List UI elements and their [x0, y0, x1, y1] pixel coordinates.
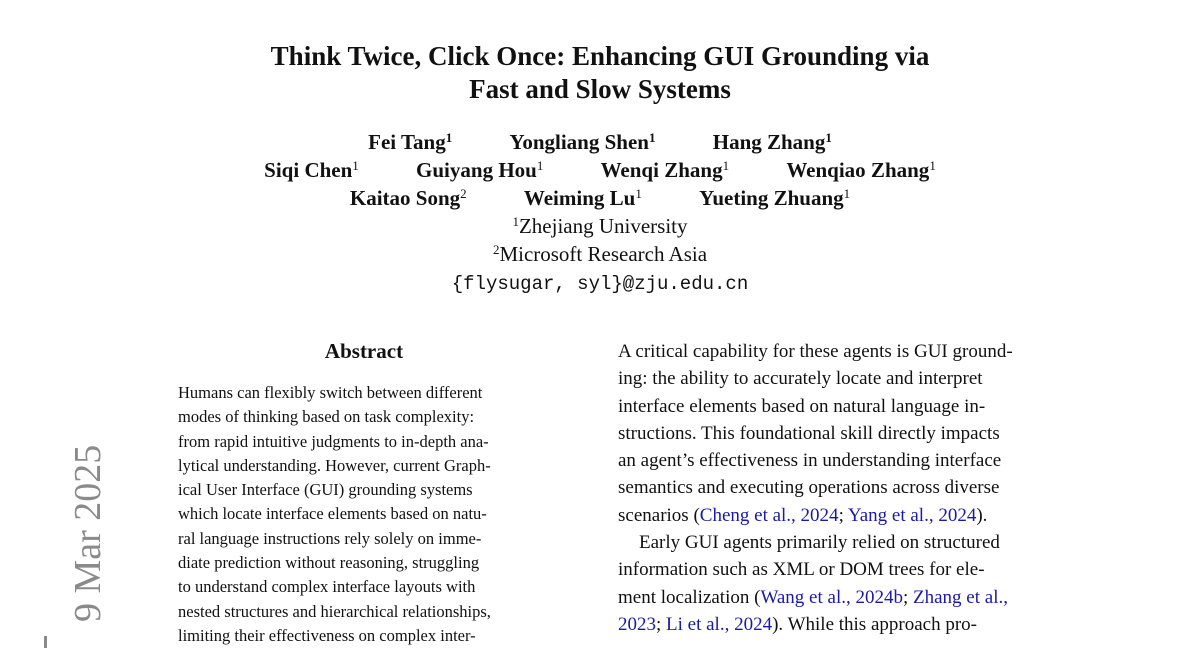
body-line: information such as XML or DOM trees for ele-	[618, 559, 985, 581]
body-line: Early GUI agents primarily relied on structured	[639, 532, 1000, 554]
body-line: interface elements based on natural language in-	[618, 395, 986, 417]
abstract-heading: Abstract	[324, 339, 404, 363]
author: Yueting Zhuang$^1$	[699, 186, 851, 210]
abstract-line: which locate interface elements based on natu-	[178, 504, 487, 524]
abstract-line: ral language instructions rely solely on imme-	[178, 528, 482, 548]
author: Hang Zhang$^1$	[712, 130, 832, 154]
author: Fei Tang$^1$	[368, 130, 453, 154]
abstract-line: Humans can flexibly switch between different	[178, 383, 483, 402]
abstract-line: from rapid intuitive judgments to in-depth ana-	[178, 431, 489, 451]
body-line: 2023; Li et al., 2024). While this approach pro-	[618, 613, 977, 635]
body-line: structions. This foundational skill directly impacts	[618, 422, 1000, 444]
author: Yongliang Shen$^1$	[509, 130, 656, 154]
affiliation: $^2$Microsoft Research Asia	[492, 242, 708, 266]
author: Weiming Lu$^1$	[523, 186, 642, 210]
arxiv-date-stamp: 9 Mar 2025	[67, 444, 109, 622]
citation-link[interactable]: Cheng et al., 2024	[699, 504, 839, 526]
arxiv-stamp-divider	[44, 636, 62, 648]
author: Wenqiao Zhang$^1$	[786, 158, 936, 182]
introduction-column	[618, 338, 1068, 638]
citation-link[interactable]: Zhang et al.,	[913, 586, 1008, 608]
abstract-line: limiting their effectiveness on complex inter-	[178, 625, 476, 645]
abstract-line: lytical understanding. However, current Graph-	[178, 455, 491, 475]
abstract-line: diate prediction without reasoning, struggling	[178, 553, 480, 573]
abstract-line: nested structures and hierarchical relationships,	[178, 601, 491, 621]
citation-link[interactable]: Li et al., 2024	[666, 613, 773, 635]
body-line: A critical capability for these agents is GUI ground-	[618, 341, 1013, 362]
body-line: ing: the ability to accurately locate and interpret	[618, 368, 983, 390]
paper-title	[0, 40, 1200, 106]
body-line: ment localization (Wang et al., 2024b; Zhang et al.,	[618, 586, 1008, 608]
author-block	[0, 128, 1200, 298]
abstract-line: modes of thinking based on task complexity:	[178, 407, 475, 427]
title-line-1: Think Twice, Click Once: Enhancing GUI Grounding via	[270, 41, 930, 71]
author-email: {flysugar, syl}@zju.edu.cn	[451, 273, 749, 295]
body-line: scenarios (Cheng et al., 2024; Yang et al., 2024).	[618, 504, 988, 526]
title-line-2: Fast and Slow Systems	[469, 74, 731, 104]
body-line: an agent’s effectiveness in understanding interface	[618, 450, 1002, 472]
citation-link[interactable]: Wang et al., 2024b	[760, 586, 903, 608]
author: Kaitao Song$^2$	[349, 186, 467, 210]
author-row-2	[0, 156, 1200, 184]
abstract-body	[178, 381, 558, 648]
author: Guiyang Hou$^1$	[416, 158, 544, 182]
author: Wenqi Zhang$^1$	[600, 158, 730, 182]
affiliation: $^1$Zhejiang University	[512, 214, 688, 238]
abstract-line: to understand complex interface layouts with	[178, 577, 476, 597]
citation-link[interactable]: 2023	[618, 613, 656, 635]
abstract-line: ical User Interface (GUI) grounding systems	[178, 480, 473, 500]
author: Siqi Chen$^1$	[264, 158, 359, 182]
citation-link[interactable]: Yang et al., 2024	[847, 504, 977, 526]
author-row-1	[0, 128, 1200, 156]
author-row-3	[0, 184, 1200, 212]
body-line: semantics and executing operations across diverse	[618, 477, 1000, 499]
